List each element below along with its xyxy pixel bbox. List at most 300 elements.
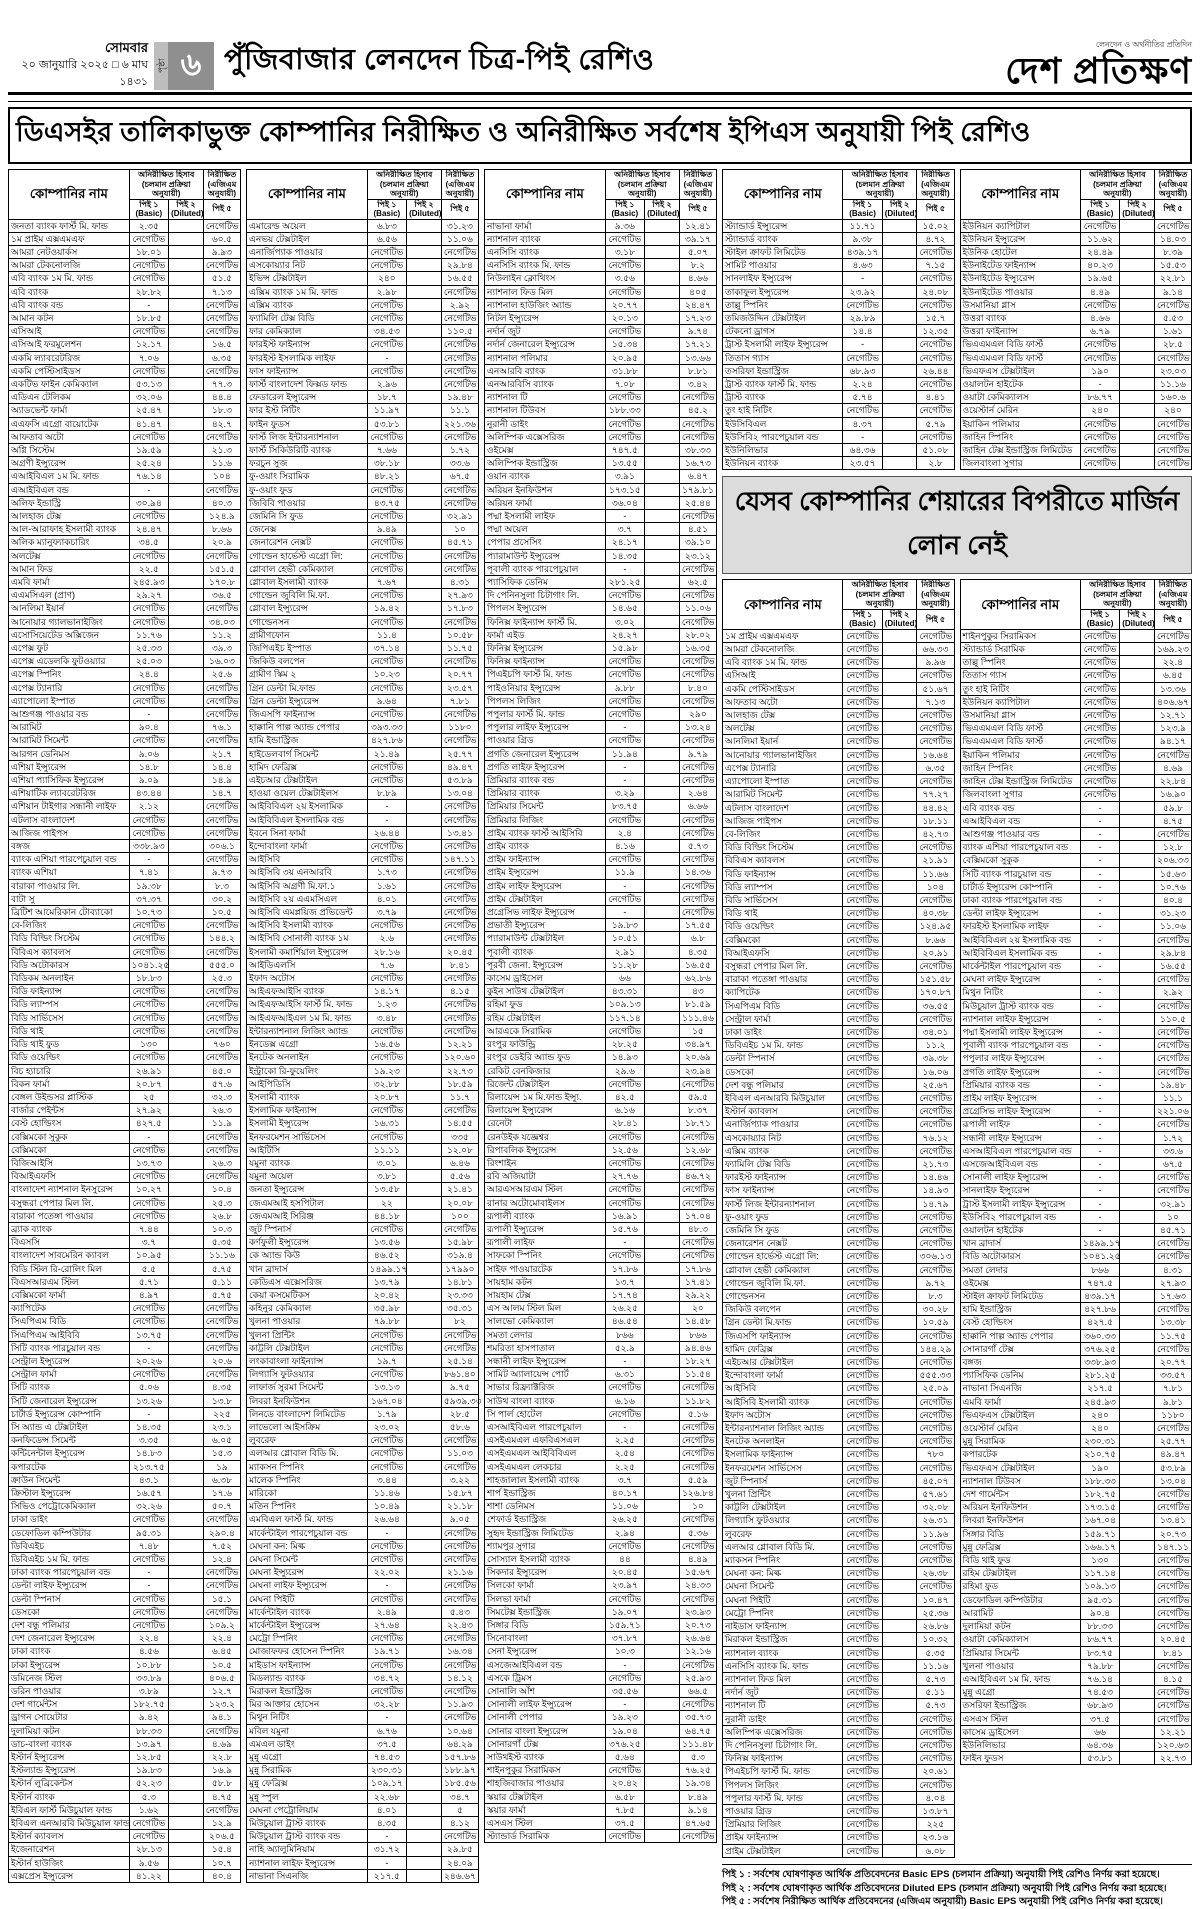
company-name-cell: এমবিএল ফার্স্ট মি. ফান্ড xyxy=(247,1513,368,1526)
company-name-cell: প্রিমিয়ার লিজিং xyxy=(723,1818,843,1831)
pe2-cell xyxy=(169,628,204,641)
pe1-cell: ২২ xyxy=(367,1196,406,1209)
pe2-cell xyxy=(1120,893,1155,906)
pe2-cell xyxy=(407,1592,442,1605)
pe2-cell xyxy=(169,496,204,509)
pe1-cell: নেগেটিভ xyxy=(605,1249,644,1262)
company-name-cell: ইবিএল ফার্স্ট মিউচুয়াল ফান্ড xyxy=(9,1803,130,1816)
pe1-cell: নেগেটিভ xyxy=(843,1052,882,1065)
company-name-cell: সিএপিএম বিডি xyxy=(9,1315,130,1328)
pe1-cell: নেগেটিভ xyxy=(843,629,882,642)
table-row xyxy=(723,1197,955,1210)
pe1-cell: ৯.০৯ xyxy=(129,774,168,787)
company-name-cell: ইবনে সিনা ফার্মা xyxy=(247,826,368,839)
table-row xyxy=(723,1144,955,1157)
company-name-cell: রিজেন্ট টেক্সটাইল xyxy=(485,1077,606,1090)
company-name-cell: ইউসিবি২ পারপেচুয়াল বন্ড xyxy=(960,1210,1080,1223)
pe1-cell: নেগেটিভ xyxy=(843,1184,882,1197)
company-name-cell: গোল্ডেনসন xyxy=(247,615,368,628)
pe5-cell: ৪০৬.৬৭ xyxy=(1154,695,1191,708)
company-name-cell: কন্টিনেন্টাল ইন্স্যুরেন্স xyxy=(9,1447,130,1460)
pe2-cell xyxy=(882,1356,917,1369)
pe2-cell xyxy=(407,536,442,549)
company-name-cell: বিডি থাই xyxy=(9,1024,130,1037)
pe5-cell: ৬.০৮ xyxy=(917,1844,954,1857)
pe2-cell xyxy=(1120,1184,1155,1197)
pe5-cell: ৮.৪৯ xyxy=(679,1790,716,1803)
company-name-cell: রূপালী ব্যাংক xyxy=(485,1209,606,1222)
company-name-cell: সেন্ট্রাল ইন্স্যুরেন্স xyxy=(9,1354,130,1367)
pe5-cell: ২৬.৮ xyxy=(203,1209,240,1222)
pe5-cell: নেগেটিভ xyxy=(441,1328,478,1341)
table-row xyxy=(723,1065,955,1078)
pe5-cell: নেগেটিভ xyxy=(1154,1025,1191,1038)
pe5-cell: নেগেটিভ xyxy=(917,775,954,788)
table-row xyxy=(485,1156,717,1169)
table-row xyxy=(247,668,479,681)
pe5-cell: ৯.৭২ xyxy=(917,1276,954,1289)
pe1-cell: ১৮৮.৩৩ xyxy=(605,404,644,417)
company-name-cell: ডাচ-বাংলা ব্যাংক xyxy=(9,1737,130,1750)
pe5-cell: ৯.৮১ xyxy=(1154,1395,1191,1408)
pe2-cell xyxy=(1120,1224,1155,1237)
table-row xyxy=(247,457,479,470)
company-name-cell: এ্যাপোলো ইস্পাত xyxy=(9,694,130,707)
table-row xyxy=(9,1869,241,1882)
pe2-cell xyxy=(407,1658,442,1671)
pe2-cell xyxy=(169,1354,204,1367)
company-name-cell: ভিএফএস টেক্সটাইল xyxy=(960,1408,1080,1421)
company-name-cell: আরামিট xyxy=(960,1606,1080,1619)
pe1-cell: ৫.৭৪ xyxy=(843,391,882,404)
company-name-cell: এবি ব্যাংক xyxy=(9,285,130,298)
company-name-cell: ইজেনারেশন xyxy=(9,1843,130,1856)
company-name-cell: আলহাজ টেক্স xyxy=(723,709,843,722)
table-row xyxy=(485,1658,717,1671)
pe5-cell: ১২.০৮ xyxy=(441,1143,478,1156)
table-row xyxy=(9,642,241,655)
table-row xyxy=(960,1369,1192,1382)
pe1-cell: ১৬৬.১৭ xyxy=(1080,1540,1119,1553)
company-name-cell: একটিভ ফাইন কেমিক্যাল xyxy=(9,377,130,390)
pe1-header: পিই ১ (Basic) xyxy=(843,199,882,219)
pe1-cell: ১৯.২৩ xyxy=(605,1711,644,1724)
pe5-cell: নেগেটিভ xyxy=(441,311,478,324)
table-row xyxy=(723,629,955,642)
pe5-cell: ৫.১১ xyxy=(917,1686,954,1699)
company-name-cell: সায়হাম কটন xyxy=(485,1275,606,1288)
pe5-cell: ২৪০ xyxy=(1154,404,1191,417)
table-row xyxy=(723,1025,955,1038)
company-name-cell: ইস্টল্যান্ড ইন্স্যুরেন্স xyxy=(9,1764,130,1777)
pe5-cell: ৫৮.৬ xyxy=(441,1420,478,1433)
pe1-cell: ২৪৫.৯৩ xyxy=(129,575,168,588)
pe5-cell: নেগেটিভ xyxy=(917,1329,954,1342)
pe2-cell xyxy=(169,1539,204,1552)
pe5-cell: নেগেটিভ xyxy=(679,1592,716,1605)
pe2-cell xyxy=(169,391,204,404)
company-name-cell: এনভয় টেক্সটাইল xyxy=(247,232,368,245)
pe5-cell: নেগেটিভ xyxy=(441,1658,478,1671)
pe5-cell: ১১.৫৪ xyxy=(679,1368,716,1381)
company-name-cell: রহিমা ফুড xyxy=(960,1580,1080,1593)
company-name-cell: আমান ফিড xyxy=(9,562,130,575)
company-name-cell: খুলনা পাওয়ার xyxy=(960,1659,1080,1672)
pe1-cell: ৬.১৬ xyxy=(605,1394,644,1407)
pe2-cell xyxy=(1120,1131,1155,1144)
pe1-cell: ৬৪.৩৬ xyxy=(843,443,882,456)
pe2-cell xyxy=(407,1341,442,1354)
pe2-cell xyxy=(1120,1316,1155,1329)
table-row xyxy=(485,919,717,932)
company-name-cell: বিডি সার্ভিসেস xyxy=(9,1011,130,1024)
margin-loan-section-title: যেসব কোম্পানির শেয়ারের বিপরীতে মার্জিন লোন নেই xyxy=(722,476,1192,574)
pe1-cell: ১৭৩.১৫ xyxy=(605,483,644,496)
pe2-cell xyxy=(1120,1567,1155,1580)
pe5-cell: ৪.৩৫ xyxy=(679,945,716,958)
pe1-cell: নেগেটিভ xyxy=(843,1118,882,1131)
pe2-cell xyxy=(1120,1303,1155,1316)
pe5-cell: নেগেটিভ xyxy=(203,325,240,338)
pe1-cell: ৭.০৬ xyxy=(129,351,168,364)
table-row xyxy=(960,1435,1192,1448)
table-row xyxy=(247,1843,479,1856)
company-name-cell: পাইওনিয়ার ইন্স্যুরেন্স xyxy=(485,681,606,694)
pe2-cell xyxy=(1120,761,1155,774)
table-row xyxy=(247,1869,479,1882)
pe1-cell: নেগেটিভ xyxy=(843,1382,882,1395)
pe5-cell: ৪২.৭৩ xyxy=(917,827,954,840)
table-row xyxy=(247,1341,479,1354)
company-name-cell: জাহিন স্পিনিং xyxy=(960,430,1080,443)
table-row xyxy=(9,1262,241,1275)
table-row xyxy=(960,1329,1192,1342)
pe5-cell: ৬৪.৭৫ xyxy=(679,1724,716,1737)
pe2-cell xyxy=(169,1117,204,1130)
pe5-cell: নেগেটিভ xyxy=(917,1435,954,1448)
table-row xyxy=(485,1315,717,1328)
company-name-cell: সেন্ট্রাল ফার্মা xyxy=(9,1368,130,1381)
table-row xyxy=(9,1526,241,1539)
pe2-cell xyxy=(1120,391,1155,404)
company-name-cell: তুং হাই নিটিং xyxy=(723,404,843,417)
pe2-cell xyxy=(169,760,204,773)
pe2-cell xyxy=(1120,1488,1155,1501)
pe2-cell xyxy=(169,787,204,800)
pe2-cell xyxy=(169,774,204,787)
pe2-cell xyxy=(1120,1356,1155,1369)
table-row xyxy=(9,1566,241,1579)
pe5-cell: ২১.১৬ xyxy=(441,1566,478,1579)
pe5-cell: ৭.১৩ xyxy=(917,695,954,708)
pe5-cell: নেগেটিভ xyxy=(441,1539,478,1552)
pe2-cell xyxy=(645,1315,680,1328)
pe1-cell: ৮.৮৯ xyxy=(367,787,406,800)
company-name-cell: ইউনিয়ন ইন্স্যুরেন্স xyxy=(960,232,1080,245)
table-header-row xyxy=(723,580,955,610)
pe2-cell xyxy=(882,1501,917,1514)
company-name-cell: ইউনাইটেড পাওয়ার xyxy=(960,285,1080,298)
company-name-cell: দুলামিয়া কটন xyxy=(9,1724,130,1737)
pe2-cell xyxy=(645,1658,680,1671)
company-name-cell: বারাকা পাওয়ার লি. xyxy=(9,879,130,892)
company-name-cell: মেঘনা সিমেন্ট xyxy=(723,1580,843,1593)
pe2-cell xyxy=(407,800,442,813)
pe1-cell: ১১.৬২ xyxy=(1080,232,1119,245)
table-row xyxy=(723,298,955,311)
pe2-cell xyxy=(1120,1501,1155,1514)
pe2-cell xyxy=(1120,1290,1155,1303)
pe2-cell xyxy=(169,1817,204,1830)
pe2-cell xyxy=(882,946,917,959)
company-name-cell: বেক্সিমকো সুকুক xyxy=(960,854,1080,867)
pe2-cell xyxy=(645,1341,680,1354)
company-name-cell: নিউলাইন ক্লোথিংস xyxy=(485,272,606,285)
pe1-cell: নেগেটিভ xyxy=(843,351,882,364)
pe1-cell: ১১.৭৬ xyxy=(129,628,168,641)
company-name-cell: স্টাইল ক্রাফট লিমিটেড xyxy=(723,245,843,258)
company-name-cell: আইসিবি অগ্রণী মি.ফা.১ xyxy=(247,879,368,892)
pe5-cell: ৭৮০ xyxy=(917,1448,954,1461)
table-row xyxy=(9,536,241,549)
company-name-cell: মির আক্তার হোসেন xyxy=(247,1698,368,1711)
company-name-cell: গ্লোবাল হেভী কেমিক্যাল xyxy=(723,1263,843,1276)
pe2-cell xyxy=(882,959,917,972)
company-name-cell: দি পেনিনসুলা চিটাগাং লি. xyxy=(723,1738,843,1751)
pe1-cell: নেগেটিভ xyxy=(843,1501,882,1514)
pe2-cell xyxy=(169,919,204,932)
pe2-cell xyxy=(882,311,917,324)
pe1-cell: ৪.৬৬ xyxy=(1080,311,1119,324)
company-name-cell: মিউচুয়াল ট্রাস্ট ব্যাংক বন্ড xyxy=(247,1830,368,1843)
pe5-cell: ১৬.৩৪ xyxy=(441,1645,478,1658)
pe2-cell xyxy=(645,694,680,707)
pe5-cell: ৮.৩ xyxy=(917,1290,954,1303)
pe5-cell: ৬.৪৭ xyxy=(679,470,716,483)
table-row xyxy=(960,404,1192,417)
table-row xyxy=(723,1686,955,1699)
pe2-cell xyxy=(645,232,680,245)
company-name-cell: ন্যাশনাল ব্যাংক xyxy=(723,1646,843,1659)
company-name-cell: ফিনিক্স ফাইন্যান্স xyxy=(485,655,606,668)
pe2-cell xyxy=(1120,1065,1155,1078)
pe1-cell: ৪.০১ xyxy=(367,892,406,905)
table-row xyxy=(485,364,717,377)
pe1-cell: নেগেটিভ xyxy=(367,1632,406,1645)
company-name-cell: মালেক স্পিনিং xyxy=(247,1473,368,1486)
pe1-cell: নেগেটিভ xyxy=(843,695,882,708)
top-bar xyxy=(8,26,1192,90)
pe5-cell: ৫.৩৬ xyxy=(679,1526,716,1539)
pe5-cell: ২৮.৫ xyxy=(441,1407,478,1420)
pe1-cell: নেগেটিভ xyxy=(367,259,406,272)
pe2-cell xyxy=(882,1422,917,1435)
pe2-cell xyxy=(1120,404,1155,417)
pe2-cell xyxy=(407,1724,442,1737)
pe1-cell: নেগেটিভ xyxy=(605,813,644,826)
pe2-cell xyxy=(169,470,204,483)
pe2-cell xyxy=(645,1711,680,1724)
table-row xyxy=(9,945,241,958)
pe1-cell: ৫৩.১৩ xyxy=(129,377,168,390)
pe5-cell: ১৭৯.৮১ xyxy=(679,483,716,496)
pe2-cell xyxy=(882,1620,917,1633)
table-row xyxy=(247,470,479,483)
pe2-cell xyxy=(169,1553,204,1566)
table-row xyxy=(960,338,1192,351)
pe1-cell: ৪০.২৩ xyxy=(1080,259,1119,272)
footnote-line-3: পিই ৫ : সর্বশেষ নিরীক্ষিত আর্থিক প্রতিবেদনের (এজিএম অনুযায়ী) Basic EPS অনুযায়ী পিই রেশিও নির্ণয় করা হয়েছে। xyxy=(722,1896,1163,1908)
pe2-cell xyxy=(1120,1144,1155,1157)
company-name-cell: ইফাদ অটোস xyxy=(723,1408,843,1421)
pe2-cell xyxy=(882,443,917,456)
pe1-cell: ১.৭৯ xyxy=(367,1407,406,1420)
company-name-cell: বিচ হ্যাচারি xyxy=(9,1064,130,1077)
pe5-cell: ৪.৭৫ xyxy=(1154,814,1191,827)
pe1-cell: ৩.০১ xyxy=(367,1156,406,1169)
pe2-cell xyxy=(1120,1329,1155,1342)
pe1-cell: নেগেটিভ xyxy=(1080,430,1119,443)
pe5-cell: নেগেটিভ xyxy=(441,615,478,628)
pe1-cell: ৪৪ xyxy=(605,1553,644,1566)
table-row xyxy=(247,694,479,707)
pe5-cell: ২৫.৩ xyxy=(203,1196,240,1209)
pe2-cell xyxy=(645,589,680,602)
pe1-cell: ৬.৭৯ xyxy=(1080,325,1119,338)
pe5-cell: ৯.৭৩ xyxy=(203,866,240,879)
pe2-cell xyxy=(645,1685,680,1698)
pe1-cell: - xyxy=(605,1658,644,1671)
table-row xyxy=(247,655,479,668)
pe2-cell xyxy=(169,1698,204,1711)
pe5-cell: ১৫ xyxy=(679,1024,716,1037)
pe5-cell: ১৯ xyxy=(203,1460,240,1473)
company-name-header: কোম্পানির নাম xyxy=(723,580,843,630)
table-row xyxy=(723,1672,955,1685)
pe1-cell: ২৩০.৩১ xyxy=(367,1764,406,1777)
pe2-cell xyxy=(169,747,204,760)
pe1-cell: নেগেটিভ xyxy=(605,1539,644,1552)
pe1-cell: নেগেটিভ xyxy=(843,1395,882,1408)
pe1-cell: ৯.০৬ xyxy=(129,747,168,760)
company-name-cell: এইচআর টেক্সটাইল xyxy=(723,1356,843,1369)
pe1-cell: নেগেটিভ xyxy=(367,549,406,562)
pe2-cell xyxy=(407,1368,442,1381)
company-name-cell: ম্যাকসন স্পিনিং xyxy=(723,1554,843,1567)
table-row xyxy=(485,760,717,773)
pe5-cell: ৬৭.৫ xyxy=(1154,1157,1191,1170)
table-row xyxy=(9,602,241,615)
pe5-header: পিই ৫ xyxy=(203,199,240,219)
pe2-cell xyxy=(645,549,680,562)
table-row xyxy=(247,1566,479,1579)
company-name-cell: আমরা টেকনোলজি xyxy=(9,259,130,272)
pe2-cell xyxy=(1120,1461,1155,1474)
company-name-cell: এইচআর টেক্সটাইল xyxy=(247,774,368,787)
table-row xyxy=(485,1024,717,1037)
company-name-cell: ডিবিএইচ ১ম মি. ফান্ড xyxy=(9,1553,130,1566)
pe5-cell: নেগেটিভ xyxy=(441,1711,478,1724)
pe2-cell xyxy=(169,1156,204,1169)
table-row xyxy=(247,1790,479,1803)
pe5-cell: ১৭.২১ xyxy=(679,338,716,351)
table-row xyxy=(960,1197,1192,1210)
pe1-cell: নেগেটিভ xyxy=(843,788,882,801)
pe1-cell: নেগেটিভ xyxy=(129,430,168,443)
pe2-cell xyxy=(169,1407,204,1420)
company-name-cell: বিডি ওয়েল্ডিং xyxy=(9,1051,130,1064)
company-name-cell: ইয়াকিন পলিমার xyxy=(960,748,1080,761)
pe1-cell: নেগেটিভ xyxy=(843,735,882,748)
pe5-cell: ৩৬.৫৫ xyxy=(917,999,954,1012)
table-row xyxy=(9,668,241,681)
pe2-cell xyxy=(1120,245,1155,258)
table-row xyxy=(247,826,479,839)
pe5-cell: ১৩.৩৮ xyxy=(1154,1316,1191,1329)
pe1-cell: ২৬.৬৪ xyxy=(367,1513,406,1526)
pe5-cell: নেগেটিভ xyxy=(1154,1659,1191,1672)
pe5-cell: ৪.১৫ xyxy=(441,985,478,998)
table-row xyxy=(9,694,241,707)
pe5-cell: ৪.৩১ xyxy=(441,575,478,588)
pe2-cell xyxy=(407,1275,442,1288)
company-name-cell: মুন্নু এগ্রো xyxy=(960,1686,1080,1699)
pe1-cell: নেগেটিভ xyxy=(843,775,882,788)
pe5-cell: ২৬.৩১ xyxy=(917,1514,954,1527)
company-name-cell: ব্যাংক এশিয়া xyxy=(9,866,130,879)
pe1-cell: নেগেটিভ xyxy=(843,1342,882,1355)
table-row xyxy=(485,734,717,747)
pe1-cell: - xyxy=(129,1407,168,1420)
pe2-cell xyxy=(407,1196,442,1209)
table-row xyxy=(485,391,717,404)
company-name-cell: এমবি ফার্মা xyxy=(9,575,130,588)
pe1-cell: ১৪৯৯.১৭ xyxy=(1080,1237,1119,1250)
table-row xyxy=(247,1368,479,1381)
pe2-cell xyxy=(169,1090,204,1103)
table-row xyxy=(485,787,717,800)
company-name-cell: আইবিবিএল ২য় ইসলামিক বন্ড xyxy=(960,933,1080,946)
company-name-cell: হাইডেলবার্গ সিমেন্ট xyxy=(247,747,368,760)
pe5-cell: ১৫১.৫৮ xyxy=(917,973,954,986)
pe2-cell xyxy=(407,615,442,628)
pe2-cell xyxy=(407,1209,442,1222)
pe2-cell xyxy=(1120,1686,1155,1699)
pe5-cell: নেগেটিভ xyxy=(917,1118,954,1131)
pe2-cell xyxy=(645,708,680,721)
pe1-cell: ২০.৯৫ xyxy=(605,351,644,364)
company-name-cell: কেয়া কসমেটিকস xyxy=(247,1288,368,1301)
pe5-cell: ২৫.১৪ xyxy=(441,1354,478,1367)
company-name-cell: নাইডাস ফাইন্যান্স xyxy=(723,1620,843,1633)
pe1-cell: ১৪.৩৫ xyxy=(129,1420,168,1433)
table-row xyxy=(960,1699,1192,1712)
pe1-cell: ১৯০ xyxy=(1080,364,1119,377)
pe1-cell: নেগেটিভ xyxy=(1080,298,1119,311)
pe1-cell: নেগেটিভ xyxy=(1080,761,1119,774)
pe5-cell: ১৭.৮৩ xyxy=(441,602,478,615)
pe5-cell: ১৬.৯ xyxy=(203,1764,240,1777)
table-row xyxy=(247,1553,479,1566)
table-row xyxy=(960,761,1192,774)
pe2-cell xyxy=(645,668,680,681)
pe5-cell: ৪.৩১ xyxy=(1154,1263,1191,1276)
pe1-cell: ৭৪.৫৩ xyxy=(367,1751,406,1764)
pe5-cell: ২০.৪৫ xyxy=(1154,1633,1191,1646)
table-row xyxy=(9,404,241,417)
table-row xyxy=(485,536,717,549)
pe1-cell: ১৩.৯৭ xyxy=(129,1737,168,1750)
